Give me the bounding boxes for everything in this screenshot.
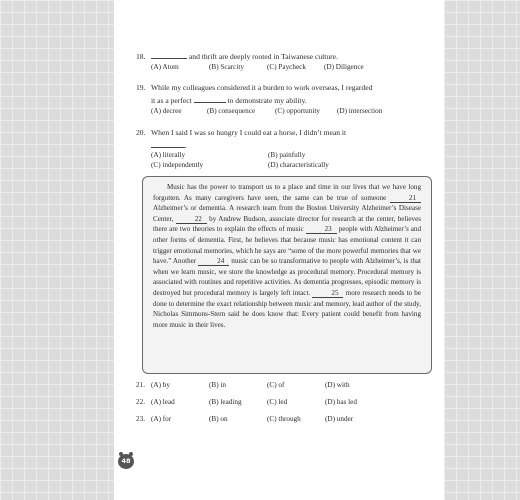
blank-24: 24	[198, 257, 229, 266]
question-19	[136, 83, 436, 106]
question-number: 18.	[136, 52, 146, 61]
question-20	[136, 128, 436, 151]
question-number: 23.	[136, 415, 145, 423]
option-a[interactable]: (A) lead	[151, 398, 175, 406]
option-a[interactable]: (A) for	[151, 415, 172, 423]
question-number: 20.	[136, 128, 146, 137]
option-d[interactable]: (D) has led	[325, 398, 357, 406]
question-text: and thrift are deeply rooted in Taiwanese culture.	[187, 52, 338, 61]
question-text-line2a: it as a perfect	[151, 95, 194, 105]
option-d[interactable]: (D) with	[325, 381, 350, 389]
passage-segment: more research needs to be done to determine the exact relationship between music and memory, lead author of the study, Nicholas Simmons-Stern said he does know that: Every patient could benefit from having more music in their lives.	[153, 288, 421, 329]
blank-21: 21	[390, 194, 421, 203]
option-c[interactable]: (C) independently	[151, 161, 204, 169]
question-18	[136, 50, 338, 63]
answer-blank	[194, 94, 226, 103]
option-d[interactable]: (D) characteristically	[268, 161, 329, 169]
option-b[interactable]: (B) Scarcity	[209, 63, 244, 71]
option-a[interactable]: (A) literally	[151, 151, 186, 159]
question-number: 19.	[136, 83, 146, 92]
question-text-line1: When I said I was so hungry I could eat a horse, I didn’t mean it	[151, 128, 347, 137]
option-b[interactable]: (B) consequence	[207, 107, 256, 115]
option-a[interactable]: (A) decree	[151, 107, 182, 115]
option-d[interactable]: (D) Diligence	[324, 63, 364, 71]
option-b[interactable]: (B) in	[209, 381, 226, 389]
answer-blank	[151, 139, 185, 148]
option-c[interactable]: (C) led	[267, 398, 288, 406]
question-text-line2: .	[185, 140, 187, 150]
page-number-badge	[117, 452, 135, 470]
option-c[interactable]: (C) through	[267, 415, 301, 423]
option-b[interactable]: (B) painfully	[268, 151, 306, 159]
reading-passage	[142, 176, 432, 374]
passage-segment: people with Alzheimer’s and other forms of dementia. First, he believes that because music has emotional content it can trigger emotional memories, which he says are “some of the more powerful memories that we have.” Another	[153, 225, 421, 266]
blank-25: 25	[312, 289, 343, 298]
question-number: 22.	[136, 398, 145, 406]
question-text-line1: While my colleagues considered it a burden to work overseas, I regarded	[151, 83, 373, 92]
option-a[interactable]: (A) by	[151, 381, 170, 389]
passage-segment: music can be so transformative to people with Alzheimer’s, is that when we learn music, we store the knowledge as procedural memory. Procedural memory is associated with routines and repetitive activities. As dementia progresses, episodic memory is destroyed but procedural memory is largely left intact.	[153, 257, 421, 297]
answer-blank	[151, 50, 187, 59]
passage-segment: Alzheimer’s or dementia. A research team from the Boston University Alzheimer’s Disease Center,	[153, 204, 421, 223]
passage-segment: Music has the power to transport us to a place and time in our lives that we have long forgotten. As many caregivers have seen, the same can be true of someone	[153, 183, 421, 202]
passage-text	[153, 182, 421, 330]
option-c[interactable]: (C) opportunity	[275, 107, 320, 115]
option-d[interactable]: (D) intersection	[337, 107, 383, 115]
passage-segment: by Andrew Budson, associate director for research at the center, believes there are two theories to explain the effects of music	[153, 214, 422, 234]
option-d[interactable]: (D) under	[325, 415, 354, 423]
option-c[interactable]: (C) of	[267, 381, 285, 389]
option-b[interactable]: (B) leading	[209, 398, 242, 406]
blank-22: 22	[176, 215, 207, 224]
option-c[interactable]: (C) Paycheck	[267, 63, 306, 71]
option-a[interactable]: (A) Atom	[151, 63, 179, 71]
question-text-line2b: to demonstrate my ability.	[225, 95, 307, 105]
question-number: 21.	[136, 381, 145, 389]
page-number: 48	[118, 454, 134, 469]
option-b[interactable]: (B) on	[209, 415, 228, 423]
options-20	[151, 150, 431, 172]
blank-23: 23	[306, 225, 337, 234]
